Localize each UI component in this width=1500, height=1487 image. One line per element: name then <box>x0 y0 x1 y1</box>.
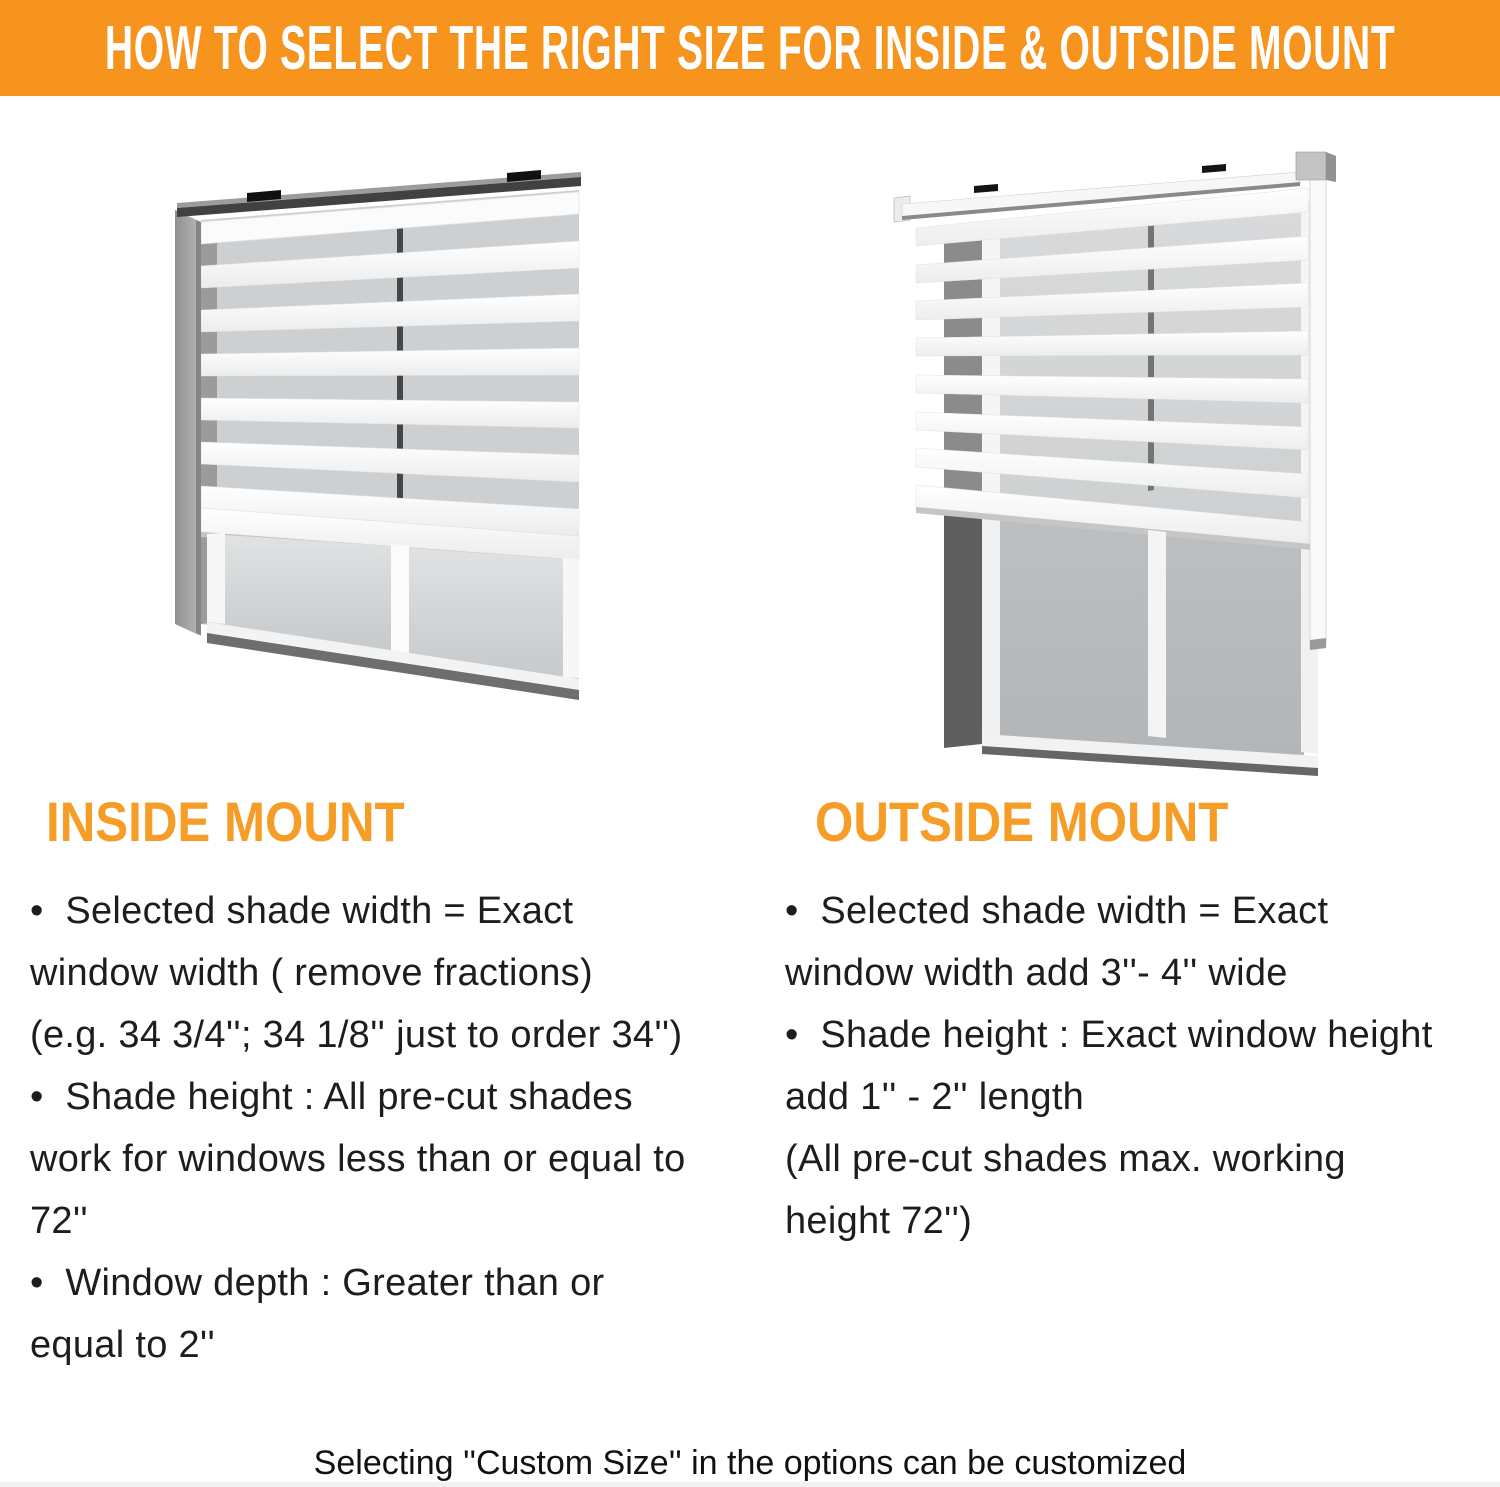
bottom-edge-strip <box>0 1482 1500 1487</box>
bullet-line: (All pre-cut shades max. working <box>785 1138 1346 1180</box>
bullet-line: work for windows less than or equal to <box>30 1138 686 1180</box>
inside-mount-illustration <box>163 148 593 708</box>
bullet-line: height 72'') <box>785 1200 973 1242</box>
outside-mount-illustration <box>886 140 1346 780</box>
banner <box>0 0 1500 96</box>
bullet-line: equal to 2'' <box>30 1324 216 1366</box>
bullet-line: add 1'' - 2'' length <box>785 1076 1085 1118</box>
center-mullion <box>391 544 409 654</box>
mounting-bracket <box>1202 164 1226 173</box>
bullet-line: • Selected shade width = Exact <box>785 890 1329 932</box>
corner-bracket-cube <box>1296 152 1326 180</box>
mounting-bracket <box>974 184 998 193</box>
zebra-shade <box>916 188 1312 550</box>
outside-mount-window-drawing <box>886 140 1346 780</box>
bullet-line: (e.g. 34 3/4''; 34 1/8'' just to order 34'') <box>30 1014 683 1056</box>
footer-note: Selecting ''Custom Size'' in the options can be customized <box>313 1444 1187 1482</box>
inside-mount-heading: INSIDE MOUNT <box>46 790 405 853</box>
window-lower-panes <box>207 533 579 700</box>
bullet-line: • Shade height : All pre-cut shades <box>30 1076 633 1118</box>
inside-mount-bullets <box>30 880 750 1376</box>
bullet-line: • Window depth : Greater than or <box>30 1262 605 1304</box>
window-frame-jamb <box>175 210 201 636</box>
center-mullion <box>1148 530 1166 738</box>
bullet-line: • Selected shade width = Exact <box>30 890 574 932</box>
inside-mount-window-drawing <box>163 148 593 708</box>
bullet-line: • Shade height : Exact window height <box>785 1014 1433 1056</box>
banner-title: HOW TO SELECT THE RIGHT SIZE FOR INSIDE & OUTSIDE MOUNT <box>104 13 1396 83</box>
outside-mount-heading: OUTSIDE MOUNT <box>815 790 1229 853</box>
bullet-line: 72'' <box>30 1200 88 1242</box>
bullet-line: window width ( remove fractions) <box>30 952 593 994</box>
bullet-line: window width add 3''- 4'' wide <box>785 952 1288 994</box>
outside-mount-bullets <box>785 880 1500 1252</box>
